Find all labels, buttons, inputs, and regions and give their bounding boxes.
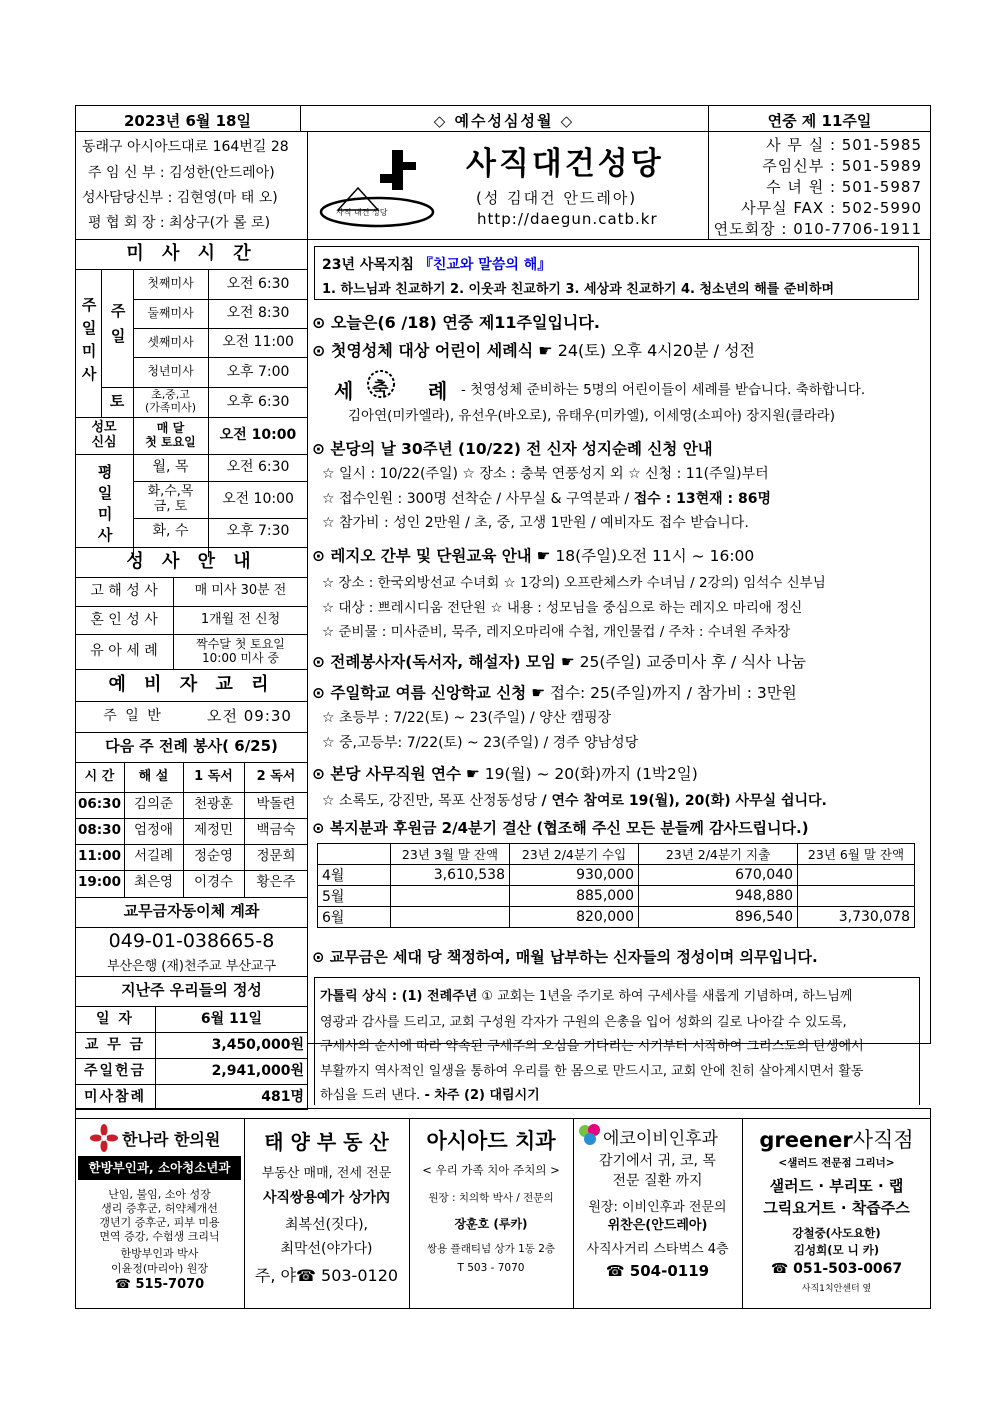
legio-line: ☆ 준비물 : 미사준비, 묵주, 레지오마리애 수첩, 개인물컵 / 주차 : 수녀원 주차장 (322, 624, 791, 640)
congrats-right: 례 (428, 379, 448, 403)
mass-times-title: 미 사 시 간 (126, 242, 257, 264)
news-8: ⊙ 복지분과 후원금 2/4분기 결산 (협조해 주신 모든 분들께 감사드립니다.) (312, 819, 809, 837)
congrats-mid: 축 (372, 379, 389, 399)
service-time: 08:30 (78, 822, 121, 839)
catholic-note-line: 가톨릭 상식 : (1) 전례주년 ① 교회는 1년을 주기로 하여 구세사를 새롭게 기념하며, 하느님께 (320, 989, 853, 1004)
weekday-row-name: 화,수,목 금, 토 (147, 483, 194, 514)
service-person: 서길례 (133, 848, 174, 865)
legio-line: ☆ 대상 : 쁘레시디움 전단원 ☆ 내용 : 성모님을 중심으로 하는 레지오 마리애 정신 (322, 600, 803, 616)
catholic-note-line: 부활까지 역사적인 일생을 통하여 우리를 한 몸으로 만드시고, 교회 안에 친히 살아계시면서 활동 (320, 1064, 864, 1079)
mass-row-time: 오전 11:00 (222, 334, 294, 351)
table-row: 6월 820,000 896,540 3,730,078 (318, 907, 915, 928)
sacrament-value: 매 미사 30분 전 (194, 583, 287, 599)
service-person: 정문희 (256, 848, 296, 865)
ad-line: 최막선(야가다) (280, 1241, 373, 1257)
baptism-names: 김아연(미카엘라), 유선우(바오로), 유태우(미카엘), 이세영(소피아) 장지원(클라라) (348, 408, 835, 424)
mass-row-time: 오후 6:30 (226, 393, 290, 410)
ad-line: 사직쌍용예가 상가內 (262, 1190, 391, 1206)
service-person: 제정민 (193, 822, 234, 839)
catechumen-title: 예 비 자 교 리 (108, 673, 275, 695)
ad-hospital-name: 한나라 한의원 (122, 1130, 221, 1149)
table-row: 5월 885,000 948,880 (318, 886, 915, 907)
mass-row-name: 첫째미사 (147, 276, 194, 291)
catechumen-day: 주 일 반 (103, 708, 163, 725)
table-row: 4월 3,610,538 930,000 670,040 (318, 865, 915, 886)
bulletin-date: 2023년 6월 18일 (124, 112, 251, 130)
ad-line: 최복선(짓다), (285, 1217, 368, 1233)
service-person: 백금숙 (256, 822, 296, 839)
devotion-label: 성모 신심 (91, 419, 117, 450)
saturday-label: 토 (109, 392, 125, 411)
news-2: ⊙ 첫영성체 대상 어린이 세례식 ☛ 24(토) 오후 4시20분 / 성전 (312, 341, 756, 360)
training-line: ☆ 소록도, 강진만, 목포 산정동성당 / 연수 참여로 19(월), 20(화) 사무실 쉽니다. (322, 793, 827, 809)
ad-line: 위찬은(안드레아) (607, 1218, 708, 1233)
service-person: 박돌련 (256, 796, 296, 813)
service-person: 김의준 (133, 796, 174, 813)
service-time: 11:00 (78, 848, 121, 865)
ad-ent-name: 에코이비인후과 (603, 1129, 718, 1149)
catholic-note-line: 하심을 드러 낸다. - 차주 (2) 대림시기 (320, 1088, 540, 1103)
pilgrimage-line: ☆ 접수인원 : 300명 선착순 / 사무실 & 구역분과 / 접수 : 13현재 : 86명 (322, 491, 771, 507)
ad-phone: 주, 야☎ 503-0120 (254, 1266, 399, 1285)
ad-line: <샐러드 전문점 그리너> (778, 1157, 895, 1169)
welfare-table (317, 843, 915, 928)
service-header: 2 독서 (256, 768, 296, 784)
phone-convent: 수 녀 원 : 501-5987 (766, 178, 922, 196)
mass-row-time: 오후 7:00 (226, 363, 290, 380)
pilgrimage-line: ☆ 일시 : 10/22(주일) ☆ 장소 : 충북 연풍성지 외 ☆ 신청 : 11(주일)부터 (322, 466, 769, 482)
offering-value: 3,450,000원 (211, 1036, 304, 1053)
next-service-title: 다음 주 전례 봉사( 6/25) (105, 737, 278, 756)
ad-phone: ☎ 504-0119 (605, 1262, 710, 1280)
offering-value: 6월 11일 (200, 1010, 263, 1027)
ad-line: 면역 증강, 수험생 크리닉 (99, 1230, 220, 1243)
church-url[interactable]: http://daegun.catb.kr (477, 210, 658, 228)
ad-line: 샐러드 · 부리또 · 랩 (769, 1177, 904, 1195)
sacrament-value: 1개월 전 신청 (200, 611, 281, 627)
ad-line: 전문 질환 까지 (612, 1173, 703, 1189)
baptism-text: - 첫영성체 준비하는 5명의 어린이들이 세례를 받습니다. 축하합니다. (461, 382, 866, 398)
pilgrimage-line: ☆ 참가비 : 성인 2만원 / 초, 중, 고생 1만원 / 예비자도 접수 받습니다. (322, 515, 749, 531)
weekday-row-time: 오후 7:30 (226, 523, 290, 540)
account-bank: 부산은행 (재)천주교 부산교구 (106, 959, 277, 974)
sunday-mass-label: 주일미사 (79, 297, 98, 389)
ad-phone: ☎ 051-503-0067 (770, 1261, 903, 1277)
welfare-header: 23년 2/4분기 수입 (510, 844, 639, 865)
ad-line: 감기에서 귀, 코, 목 (599, 1153, 716, 1169)
ad-dental-name: 아시아드 치과 (426, 1129, 556, 1153)
catechumen-time: 오전 09:30 (207, 706, 292, 725)
service-header: 해 설 (138, 768, 169, 784)
welfare-header: 23년 2/4분기 지출 (639, 844, 798, 865)
congrats-left: 세 (334, 379, 354, 403)
welfare-header: 23년 6월 말 잔액 (798, 844, 915, 865)
service-person: 엄정애 (133, 822, 174, 839)
church-address: 동래구 아시아드대로 164번길 28 (82, 139, 289, 155)
mass-row-time: 오전 8:30 (226, 305, 290, 322)
news-1: ⊙ 오늘은(6 /18) 연중 제11주일입니다. (312, 313, 600, 332)
devotion-time: 오전 10:00 (219, 427, 297, 444)
ad-line: 생리 증후군, 허약체개선 (101, 1202, 218, 1215)
offering-label: 일 자 (96, 1010, 134, 1027)
welfare-header: 23년 3월 말 잔액 (391, 844, 510, 865)
ad-line: 한방부인과 박사 (120, 1247, 199, 1260)
weekday-row-name: 월, 목 (152, 459, 189, 476)
mass-row-name: 청년미사 (147, 364, 194, 379)
service-time: 06:30 (78, 796, 121, 813)
ad-line: 김성희(모 니 카) (793, 1243, 880, 1257)
weekday-row-time: 오전 6:30 (226, 459, 290, 476)
logo-caption: 사직 대건 성당 (336, 208, 388, 217)
service-time: 19:00 (78, 874, 121, 891)
sunday-label: 주일 (108, 303, 127, 353)
ad-phone: ☎ 515-7070 (114, 1277, 205, 1292)
ad-realty-name: 태 양 부 동 산 (264, 1130, 389, 1154)
ad-line: 그릭요거트 · 착즙주스 (763, 1199, 910, 1217)
ad-line: 이윤정(마리아) 원장 (110, 1262, 209, 1275)
mass-row-name: 둘째미사 (147, 305, 194, 320)
ad-line: 갱년기 증후군, 피부 미용 (99, 1216, 220, 1229)
sacrament-name: 혼 인 성 사 (90, 611, 158, 628)
patron-saint: (성 김대건 안드레아) (476, 189, 638, 207)
offering-title: 지난주 우리들의 정성 (121, 981, 262, 1000)
ad-line: 사직사거리 스타벅스 4층 (586, 1242, 729, 1257)
ad-line: 원장: 이비인후과 전문의 (588, 1200, 727, 1215)
mass-row-name: 셋째미사 (147, 334, 194, 349)
account-number: 049-01-038665-8 (108, 930, 275, 952)
service-person: 이경수 (193, 874, 234, 891)
news-9: ⊙ 교무금은 세대 당 책정하여, 매월 납부하는 신자들의 정성이며 의무입니다. (312, 948, 818, 966)
mass-row-name: 초,중,고 (가족미사) (144, 388, 197, 414)
news-5: ⊙ 전례봉사자(독서자, 해설자) 모임 ☛ 25(주일) 교중미사 후 / 식사 나눔 (312, 653, 807, 671)
eco-logo-icon (577, 1122, 603, 1148)
church-name: 사직대건성당 (466, 146, 664, 182)
ad-line: T 503 - 7070 (457, 1262, 525, 1274)
pastor-name: 주 임 신 부 : 김성한(안드레아) (88, 165, 275, 181)
ad-line: 사직1치안센터 옆 (801, 1284, 872, 1294)
liturgical-week: 연중 제 11주일 (767, 112, 872, 130)
ad-line: 부동산 매매, 전세 전문 (261, 1166, 392, 1181)
ad-line: 원장 : 치의학 박사 / 전문의 (428, 1192, 554, 1204)
devotion-day: 매 달 첫 토요일 (145, 420, 196, 449)
ad-line: 난임, 불임, 소아 성장 (108, 1188, 211, 1201)
school-line: ☆ 초등부 : 7/22(토) ~ 23(주일) / 양산 캠핑장 (322, 710, 612, 726)
phone-fax: 사무실 FAX : 502-5990 (741, 199, 922, 217)
offering-label: 미사참례 (83, 1088, 147, 1105)
offering-value: 481명 (261, 1088, 304, 1105)
sacrament-title: 성 사 안 내 (126, 550, 257, 572)
news-4: ⊙ 레지오 간부 및 단원교육 안내 ☛ 18(주일)오전 11시 ~ 16:00 (312, 547, 755, 565)
ad-line: 쌍용 플래티넘 상가 1동 2층 (426, 1243, 556, 1255)
weekday-row-time: 오전 10:00 (222, 491, 294, 508)
sacrament-name: 고 해 성 사 (90, 583, 158, 600)
sacrament-name: 유 아 세 례 (90, 643, 158, 660)
catholic-note-line: 영광과 감사를 드리고, 교회 구성원 각자가 구원의 은총을 입어 성화의 길로 나아갈 수 있도록, (320, 1015, 847, 1030)
council-president: 평 협 회 장 : 최상구(가 롤 로) (88, 215, 271, 231)
legio-line: ☆ 장소 : 한국외방선교 수녀회 ☆ 1강의) 오프란체스카 수녀님 / 2강의) 임석수 신부님 (322, 575, 826, 591)
flower-icon (90, 1124, 118, 1152)
catholic-note-line: 구세사의 순서에 따라 약속된 구세주의 오심을 기다리는 시기부터 시작하여 그리스도의 탄생에서 (320, 1039, 864, 1054)
ad-hospital-banner: 한방부인과, 소아청소년과 (78, 1156, 241, 1180)
phone-pastor: 주임신부 : 501-5989 (762, 157, 922, 175)
service-header: 시 간 (84, 768, 115, 784)
service-person: 천광훈 (193, 796, 234, 813)
news-7: ⊙ 본당 사무직원 연수 ☛ 19(월) ~ 20(화)까지 (1박2일) (312, 765, 698, 783)
assistant-priest: 성사담당신부 : 김현영(마 태 오) (82, 190, 278, 206)
ad-greener-name: greener사직점 (759, 1128, 914, 1152)
motto-line2: 1. 하느님과 친교하기 2. 이웃과 친교하기 3. 세상과 친교하기 4. 청소년의 해를 준비하며 (322, 282, 835, 297)
offering-value: 2,941,000원 (211, 1062, 304, 1079)
sacrament-value: 짝수달 첫 토요일 10:00 미사 중 (196, 636, 285, 665)
news-3: ⊙ 본당의 날 30주년 (10/22) 전 신자 성지순례 신청 안내 (312, 440, 713, 458)
service-person: 황은주 (256, 874, 296, 891)
offering-label: 주일헌금 (83, 1062, 147, 1079)
ad-line: < 우리 가족 치아 주치의 > (422, 1163, 560, 1177)
offering-label: 교 무 금 (84, 1036, 146, 1053)
service-header: 1 독서 (194, 768, 233, 784)
mass-row-time: 오전 6:30 (226, 275, 290, 292)
phone-funeral: 연도회장 : 010-7706-1911 (713, 220, 922, 238)
news-6: ⊙ 주일학교 여름 신앙학교 신청 ☛ 접수: 25(주일)까지 / 참가비 : 3만원 (312, 684, 797, 702)
service-person: 정순영 (193, 848, 234, 865)
weekday-row-name: 화, 수 (152, 523, 189, 540)
month-theme: ◇ 예수성심성월 ◇ (433, 112, 575, 130)
phone-office: 사 무 실 : 501-5985 (766, 136, 922, 154)
ad-line: 강철중(사도요한) (792, 1226, 881, 1240)
account-title: 교무금자동이체 계좌 (123, 902, 260, 921)
service-person: 최은영 (133, 874, 174, 891)
motto-line1: 23년 사목지침 『친교와 말씀의 해』 (322, 257, 552, 273)
ad-line: 장훈호 (루카) (454, 1217, 528, 1231)
school-line: ☆ 중,고등부: 7/22(토) ~ 23(주일) / 경주 양남성당 (322, 735, 639, 751)
welfare-header (318, 844, 391, 865)
weekday-mass-label: 평일미사 (95, 463, 114, 548)
